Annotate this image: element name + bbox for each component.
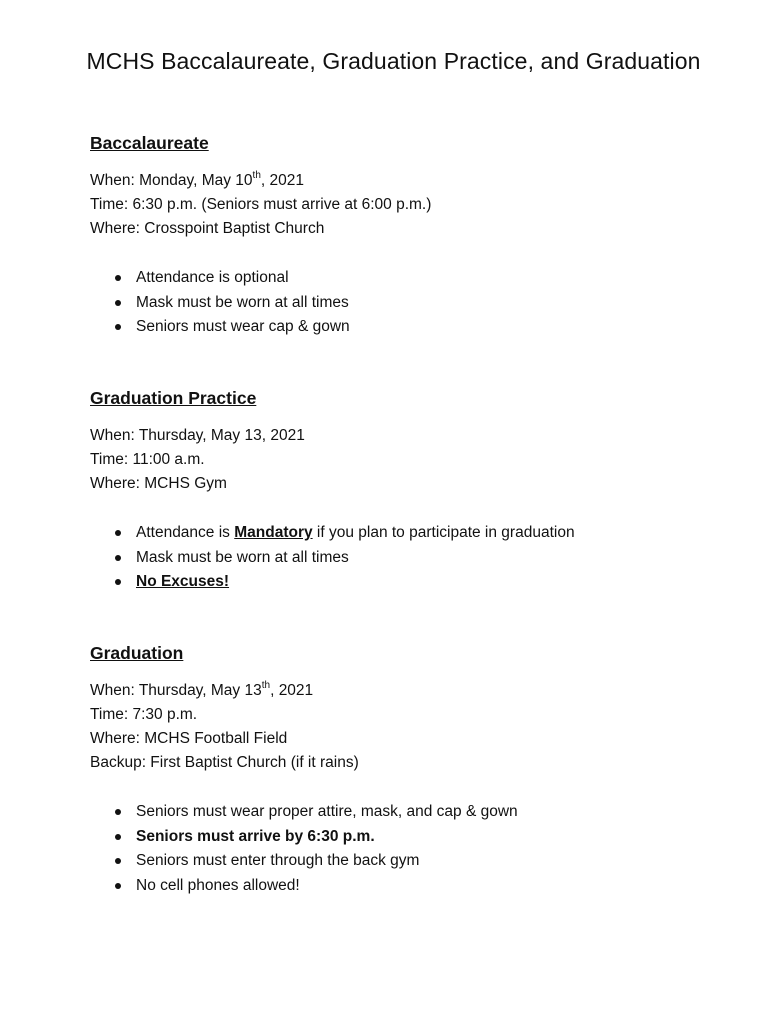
baccalaureate-bullet-list [90, 266, 730, 340]
practice-heading: Graduation Practice [90, 388, 257, 408]
list-item: Attendance is optional [90, 266, 730, 291]
no-excuses-emphasis: No Excuses! [136, 573, 230, 591]
list-item: Seniors must arrive by 6:30 p.m. [90, 825, 730, 850]
list-item [90, 570, 730, 595]
baccalaureate-heading: Baccalaureate [90, 133, 209, 153]
practice-when: When: Thursday, May 13, 2021 [90, 427, 305, 444]
list-item: No cell phones allowed! [90, 874, 730, 899]
graduation-time: Time: 7:30 p.m. [90, 706, 198, 723]
graduation-backup: Backup: First Baptist Church (if it rains) [90, 754, 359, 771]
baccalaureate-where: Where: Crosspoint Baptist Church [90, 220, 325, 237]
list-item: Seniors must wear cap & gown [90, 315, 730, 340]
page-title: MCHS Baccalaureate, Graduation Practice, and Graduation [86, 48, 701, 74]
list-item: Attendance is Mandatory if you plan to participate in graduation [90, 521, 730, 546]
baccalaureate-time: Time: 6:30 p.m. (Seniors must arrive at 6:00 p.m.) [90, 196, 432, 213]
practice-section [90, 386, 730, 595]
graduation-bullet-list [90, 800, 730, 899]
practice-bullet-list [90, 521, 730, 595]
graduation-where: Where: MCHS Football Field [90, 730, 288, 747]
practice-time: Time: 11:00 a.m. [90, 451, 205, 468]
mandatory-emphasis: Mandatory [234, 524, 313, 541]
baccalaureate-when: When: Monday, May 10th, 2021 [90, 169, 304, 189]
baccalaureate-section [90, 131, 730, 340]
graduation-section [90, 641, 730, 899]
list-item: Mask must be worn at all times [90, 546, 730, 571]
graduation-heading: Graduation [90, 643, 184, 663]
list-item: Mask must be worn at all times [90, 291, 730, 316]
list-item: Seniors must enter through the back gym [90, 849, 730, 874]
graduation-when: When: Thursday, May 13th, 2021 [90, 679, 314, 699]
practice-where: Where: MCHS Gym [90, 475, 227, 492]
list-item: Seniors must wear proper attire, mask, and cap & gown [90, 800, 730, 825]
